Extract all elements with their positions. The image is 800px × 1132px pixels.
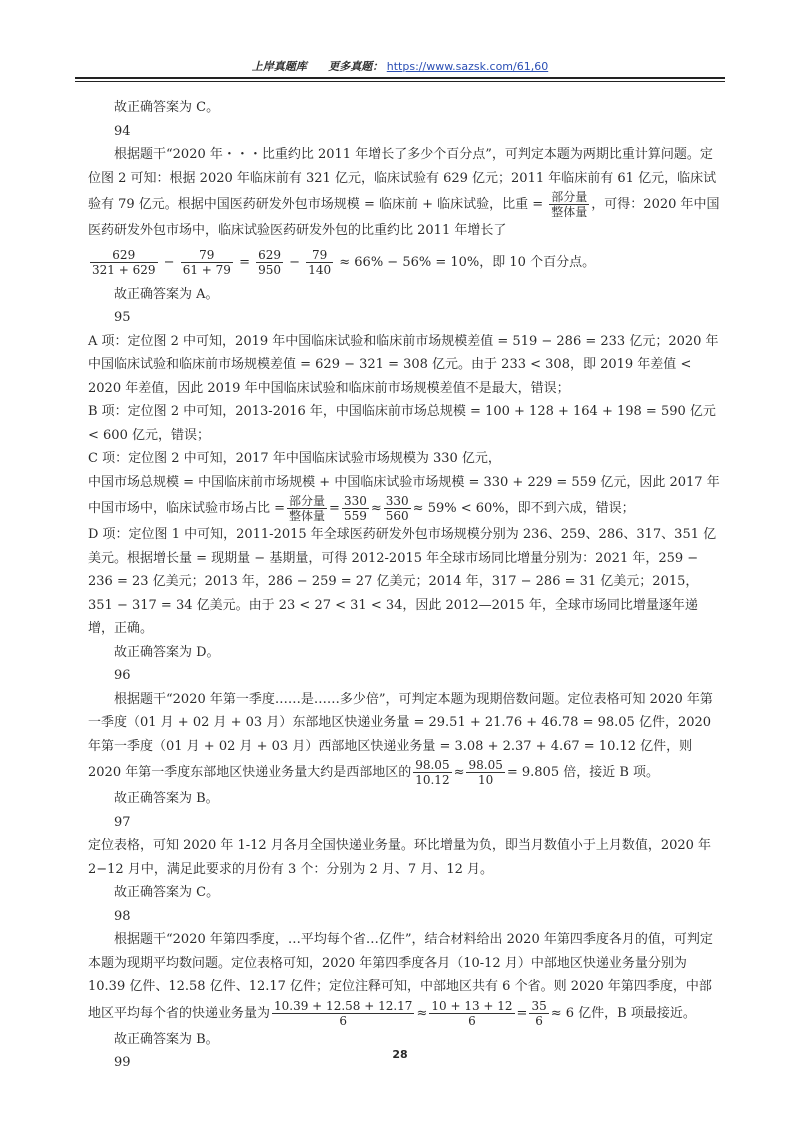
q93-answer: 故正确答案为 C。 — [114, 100, 220, 115]
q94-text: 根据题干“2020 年・・・比重约比 2011 年增长了多少个百分点”，可判定本题为两期比重计算问题。定位图 2 可知：根据 2020 年临床前有 321 亿元，临床试验有 629 亿元；2011 年临床前有 61 亿元，临床试验有 79 亿元。根据中国医药研发外包市场规模 = 临床前 + 临床试验，比重 = — [88, 147, 717, 212]
header-rule-thick — [75, 77, 725, 79]
q98-end: ≈ 6 亿件，B 项最接近。 — [550, 1005, 696, 1021]
fraction-numerator: 330 — [343, 494, 367, 508]
page-header — [75, 58, 725, 78]
fraction-denominator: 整体量 — [289, 509, 326, 523]
q94-result: ≈ 66% − 56% = 10%，即 10 个百分点。 — [339, 254, 596, 270]
q94-ratio-fraction — [549, 190, 589, 219]
fraction-denominator: 560 — [385, 509, 409, 523]
q96-end: = 9.805 倍，接近 B 项。 — [506, 765, 660, 780]
q97-answer: 故正确答案为 C。 — [114, 885, 220, 900]
fraction-denominator: 140 — [308, 262, 332, 277]
formula-fraction — [256, 248, 283, 277]
q97-explanation: 定位表格，可知 2020 年 1-12 月各月全国快递业务量。环比增量为负，即当月数值小于上月数值，2020 年 2−12 月中，满足此要求的月份有 3 个：分别为 2 月、7 月、12 月。 — [88, 838, 712, 877]
fraction-numerator: 部分量 — [289, 494, 326, 508]
fraction-denominator: 950 — [258, 262, 282, 277]
formula-fraction — [466, 758, 504, 787]
q95-option-a: A 项：定位图 2 中可知，2019 年中国临床试验和临床前市场规模差值 = 519 − 286 = 233 亿元；2020 年中国临床试验和临床前市场规模差值 = 629 − 321 = 308 亿元。由于 233 < 308，即 2019 年差值 < 2020 年差值，因此 2019 年中国临床试验和临床前市场规模差值不是最大，错误； — [88, 333, 719, 396]
minus-sign: − — [163, 254, 175, 270]
header-rule-thin — [75, 81, 725, 82]
equals-sign: = — [329, 501, 340, 516]
fraction-denominator: 6 — [468, 1013, 476, 1028]
q96-answer: 故正确答案为 B。 — [114, 791, 219, 806]
formula-fraction — [181, 248, 233, 277]
site-url-link[interactable]: https://www.sazsk.com/61,60 — [386, 60, 549, 73]
equals-sign: = — [239, 254, 250, 270]
approx-sign: ≈ — [453, 765, 465, 780]
q97-number: 97 — [114, 814, 131, 830]
fraction-numerator: 98.05 — [468, 758, 503, 772]
q95-answer: 故正确答案为 D。 — [114, 644, 220, 660]
fraction-numerator: 79 — [306, 248, 333, 263]
formula-fraction — [529, 999, 548, 1028]
formula-fraction — [342, 494, 369, 523]
approx-sign: ≈ — [416, 1005, 428, 1021]
q96-number: 96 — [114, 668, 131, 683]
q95-option-b: B 项：定位图 2 中可知，2013-2016 年，中国临床前市场总规模 = 100 + 128 + 164 + 198 = 590 亿元 < 600 亿元，错误； — [88, 404, 716, 443]
q95-option-c-intro: C 项：定位图 2 中可知，2017 年中国临床试验市场规模为 330 亿元， — [88, 451, 501, 466]
site-name: 上岸真题库 — [251, 60, 307, 73]
formula-fraction — [272, 999, 414, 1028]
q98-text: 根据题干“2020 年第四季度，…平均每个省…亿件”，结合材料给出 2020 年第四季度各月的值，可判定本题为现期平均数问题。定位表格可知，2020 年第四季度各月（10-12 月）中部地区快递业务量分别为 10.39 亿件、12.58 亿件、12.17 亿件；定位注释可知，中部地区共有 6 个省。则 2020 年第四季度，中部地区平均每个省的快递业务量为 — [88, 932, 713, 1021]
q95-option-c-calc — [88, 471, 722, 524]
fraction-numerator: 10.39 + 12.58 + 12.17 — [274, 998, 413, 1013]
fraction-denominator: 6 — [339, 1013, 348, 1028]
equals-sign: = — [516, 1005, 528, 1021]
fraction-denominator: 559 — [343, 509, 367, 523]
q95-c-end: ≈ 59% < 60%，即不到六成，错误； — [412, 501, 635, 516]
fraction-denominator: 321 + 629 — [92, 262, 156, 277]
fraction-denominator: 整体量 — [551, 205, 588, 219]
formula-fraction — [384, 494, 411, 523]
fraction-numerator: 629 — [90, 248, 158, 263]
formula-fraction — [90, 248, 158, 277]
fraction-numerator: 10 + 13 + 12 — [431, 998, 513, 1013]
q95-option-d: D 项：定位图 1 中可知，2011-2015 年全球医药研发外包市场规模分别为 236、259、286、317、351 亿美元。根据增长量 = 现期量 − 基期量，可得 2012-2015 年全球市场同比增量分别为：2021 年，259 − 236 = 23 亿美元；2013 年，286 − 259 = 27 亿美元；2014 年，317 − 286 = 31 亿美元；2015，351 − 317 = 34 亿美元。由于 23 < 27 < 31 < 34，因此 2012—2015 年，全球市场同比增量逐年递增，正确。 — [88, 527, 717, 636]
q94-answer: 故正确答案为 A。 — [114, 286, 219, 302]
fraction-denominator: 6 — [535, 1013, 543, 1028]
fraction-numerator: 35 — [531, 998, 547, 1013]
minus-sign: − — [289, 254, 301, 270]
q98-number: 98 — [114, 908, 131, 924]
fraction-numerator: 98.05 — [415, 758, 450, 772]
q95-number: 95 — [114, 310, 131, 325]
q94-formula — [88, 243, 722, 283]
q99-number: 99 — [114, 1055, 131, 1070]
q94-number: 94 — [114, 123, 131, 139]
formula-fraction — [287, 494, 327, 523]
fraction-numerator: 79 — [181, 248, 233, 263]
q96-explanation — [88, 688, 722, 788]
fraction-numerator: 部分量 — [551, 190, 588, 204]
page-content — [88, 96, 722, 1075]
q95-c-text: 中国市场总规模 = 中国临床前市场规模 + 中国临床试验市场规模 = 330 + 229 = 559 亿元，因此 2017 年中国市场中，临床试验市场占比 = — [88, 474, 720, 516]
fraction-denominator: 61 + 79 — [182, 262, 231, 277]
q94-text-end: ，可得：2020 年中国医药研发外包市场中，临床试验医药研发外包的比重约比 2011 年增长了 — [88, 197, 720, 238]
formula-fraction — [429, 999, 514, 1028]
fraction-denominator: 10 — [478, 773, 494, 787]
fraction-denominator: 10.12 — [415, 773, 450, 787]
more-questions-label: 更多真题： — [328, 60, 384, 73]
q96-text: 根据题干“2020 年第一季度……是……多少倍”，可判定本题为现期倍数问题。定位表格可知 2020 年第一季度（01 月 + 02 月 + 03 月）东部地区快递业务量 = 29.51 + 21.76 + 46.78 = 98.05 亿件，2020 年第一季度（01 月 + 02 月 + 03 月）西部地区快递业务量 = 3.08 + 2.37 + 4.67 = 10.12 亿件，则 2020 年第一季度东部地区快递业务量大约是西部地区的 — [88, 691, 713, 780]
formula-fraction — [306, 248, 333, 277]
page-number: 28 — [392, 1048, 408, 1061]
fraction-numerator: 629 — [258, 247, 282, 262]
formula-fraction — [413, 758, 451, 787]
q94-explanation — [88, 143, 722, 243]
q98-explanation — [88, 928, 722, 1028]
fraction-numerator: 330 — [385, 494, 409, 508]
q98-answer: 故正确答案为 B。 — [114, 1031, 219, 1047]
approx-sign: ≈ — [370, 501, 382, 516]
